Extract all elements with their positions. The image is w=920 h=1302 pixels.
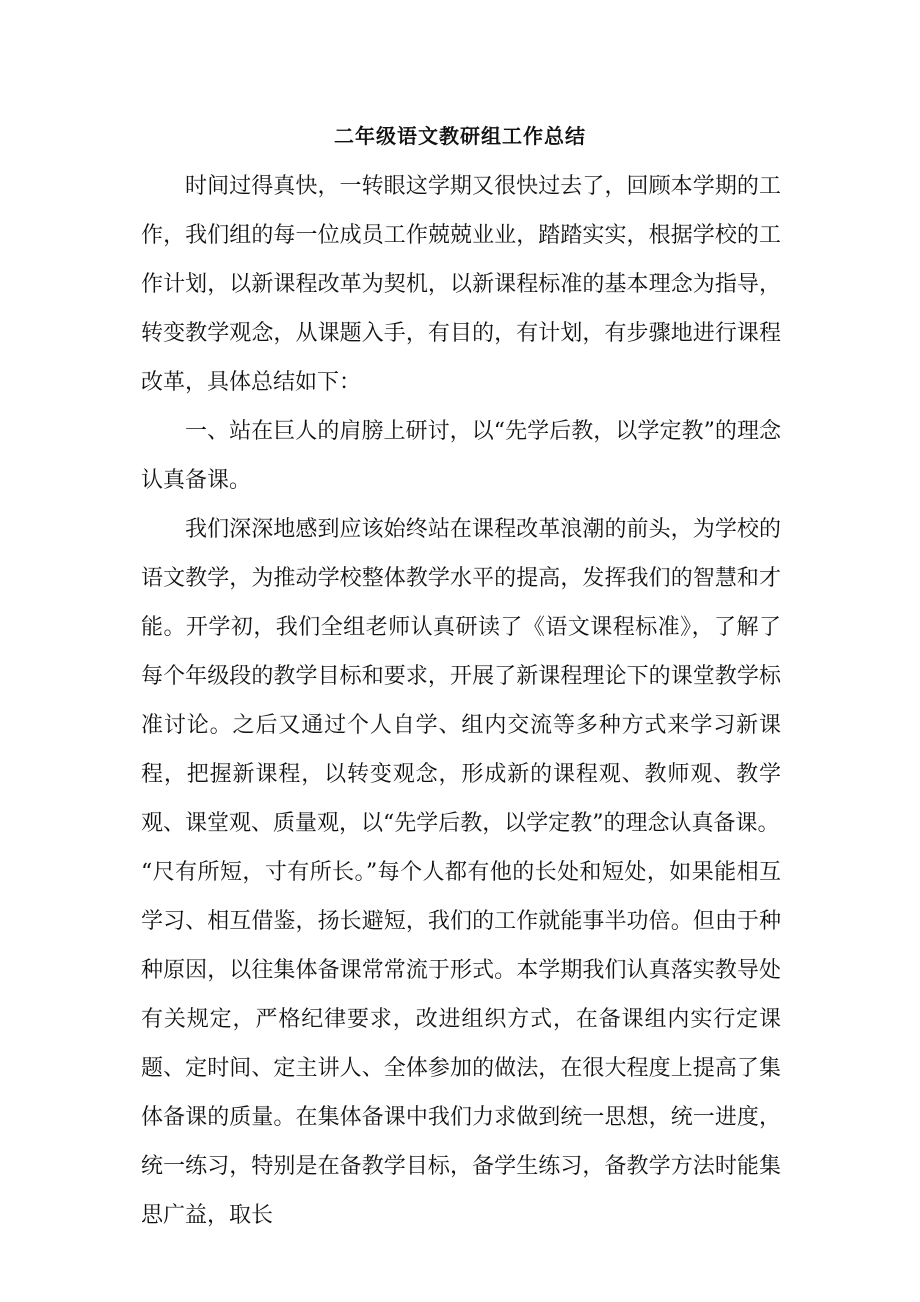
- paragraph-intro: 时间过得真快，一转眼这学期又很快过去了，回顾本学期的工作，我们组的每一位成员工作兢兢业业，踏踏实实，根据学校的工作计划，以新课程改革为契机，以新课程标准的基本理念为指导，转变教学观念，从课题入手，有目的，有计划，有步骤地进行课程改革，具体总结如下：: [141, 174, 781, 395]
- paragraph-collective-prep: “尺有所短，寸有所长。”每个人都有他的长处和短处，如果能相互学习、相互借鉴，扬长避短，我们的工作就能事半功倍。但由于种种原因，以往集体备课常常流于形式。本学期我们认真落实教导处有关规定，严格纪律要求，改进组织方式，在备课组内实行定课题、定时间、定主讲人、全体参加的做法，在很大程度上提高了集体备课的质量。在集体备课中我们力求做到统一思想，统一进度，统一练习，特别是在备教学目标，备学生练习，备教学方法时能集思广益，取长: [141, 860, 781, 1228]
- paragraph-section-heading: 一、站在巨人的肩膀上研讨，以“先学后教，以学定教”的理念认真备课。: [141, 419, 781, 493]
- paragraph-study: 我们深深地感到应该始终站在课程改革浪潮的前头，为学校的语文教学，为推动学校整体教学水平的提高，发挥我们的智慧和才能。开学初，我们全组老师认真研读了《语文课程标准》，了解了每个年级段的教学目标和要求，开展了新课程理论下的课堂教学标准讨论。之后又通过个人自学、组内交流等多种方式来学习新课程，把握新课程，以转变观念，形成新的课程观、教师观、教学观、课堂观、质量观，以“先学后教，以学定教”的理念认真备课。: [141, 517, 781, 836]
- document-body: [141, 162, 781, 1240]
- document-title: 二年级语文教研组工作总结: [334, 124, 586, 148]
